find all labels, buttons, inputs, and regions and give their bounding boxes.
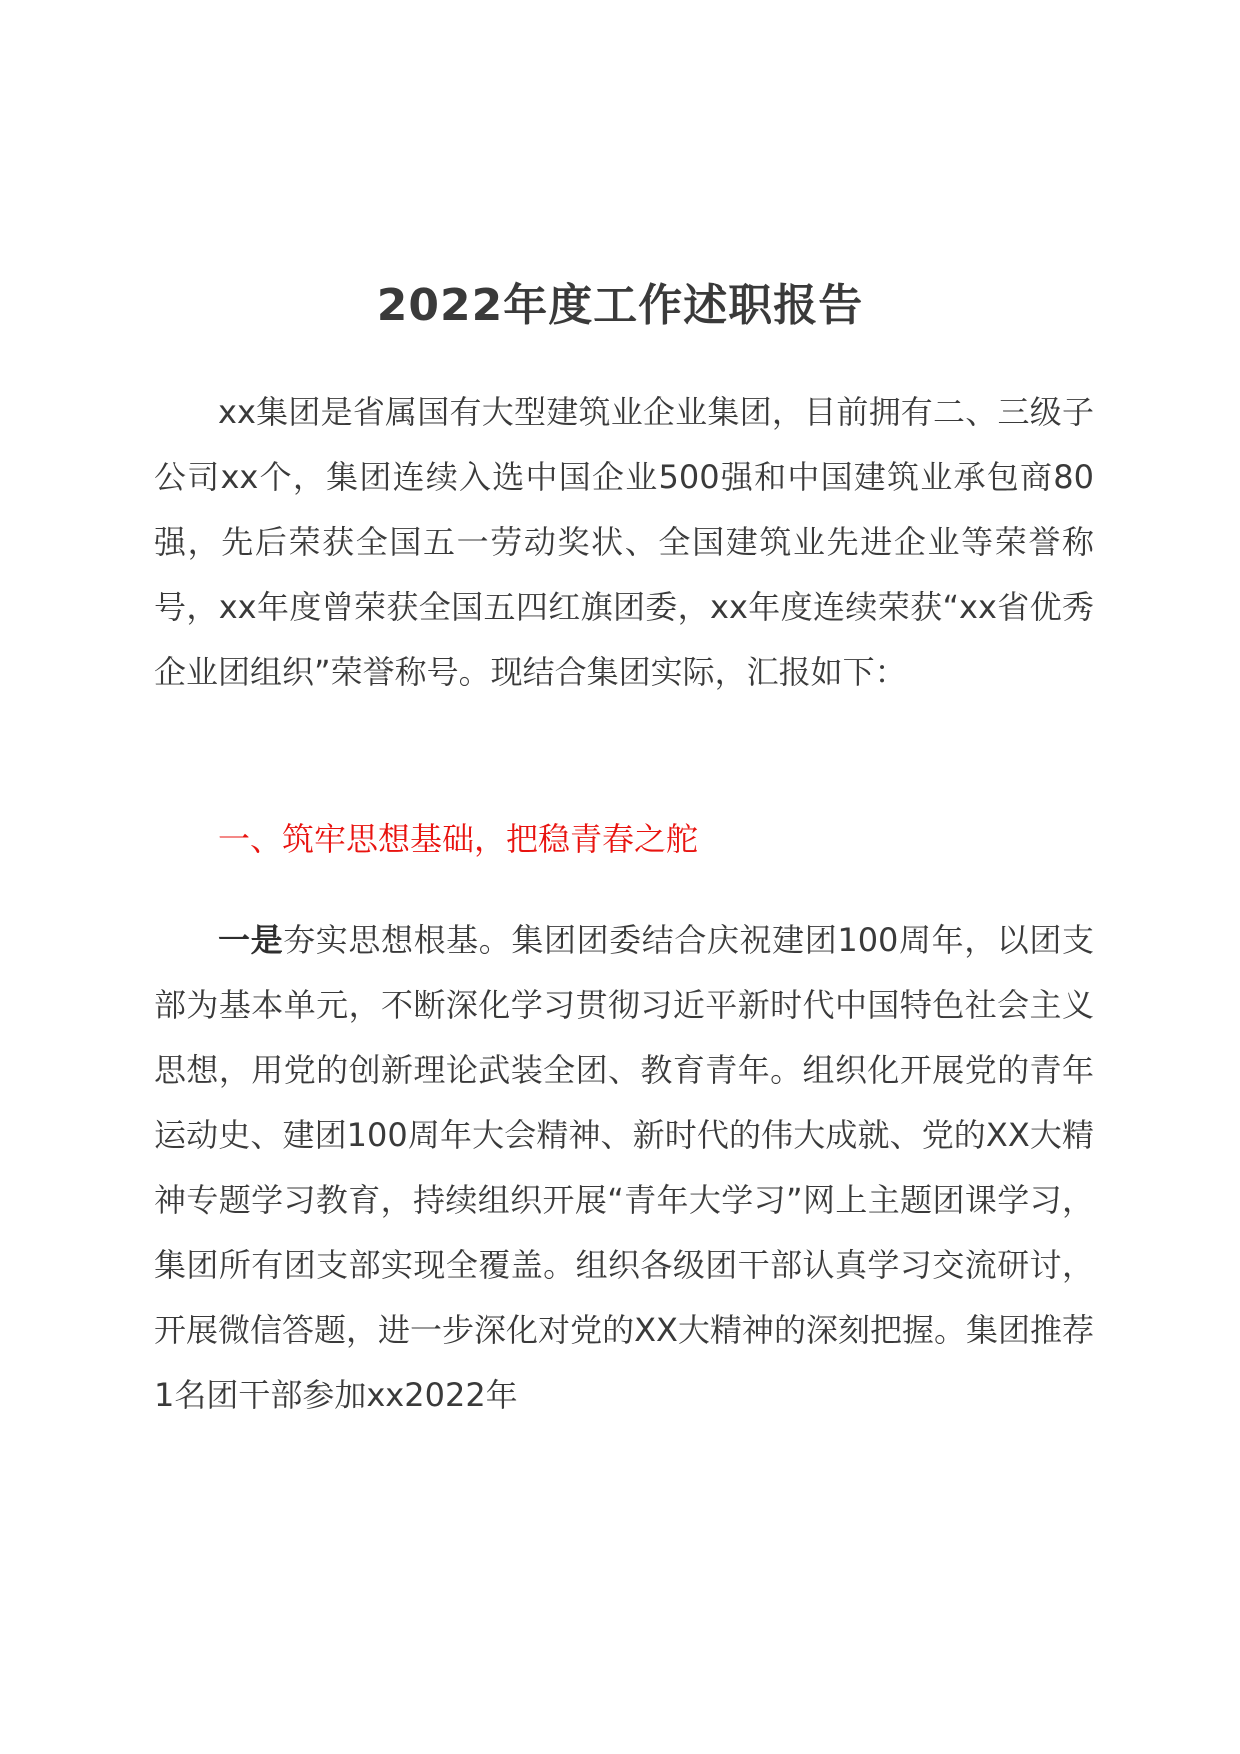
section-heading: 一、筑牢思想基础，把稳青春之舵 <box>218 820 699 858</box>
paragraph-text: 夯实思想根基。集团团委结合庆祝建团100周年，以团支部为基本单元，不断深化学习贯彻习近平新时代中国特色社会主义思想，用党的创新理论武装全团、教育青年。组织化开展党的青年运动史、建团100周年大会精神、新时代的伟大成就、党的XX大精神专题学习教育，持续组织开展“青年大学习”网上主题团课学习，集团所有团支部实现全覆盖。组织各级团干部认真学习交流研讨，开展微信答题，进一步深化对党的XX大精神的深刻把握。集团推荐1名团干部参加xx2022年 <box>154 921 1094 1414</box>
intro-paragraph: xx集团是省属国有大型建筑业企业集团，目前拥有二、三级子公司xx个，集团连续入选中国企业500强和中国建筑业承包商80强，先后荣获全国五一劳动奖状、全国建筑业先进企业等荣誉称号，xx年度曾荣获全国五四红旗团委，xx年度连续荣获“xx省优秀企业团组织”荣誉称号。现结合集团实际，汇报如下： <box>154 393 1094 691</box>
document-title: 2022年度工作述职报告 <box>376 280 864 331</box>
body-paragraph <box>154 908 1094 1428</box>
paragraph-lead: 一是 <box>218 921 284 959</box>
